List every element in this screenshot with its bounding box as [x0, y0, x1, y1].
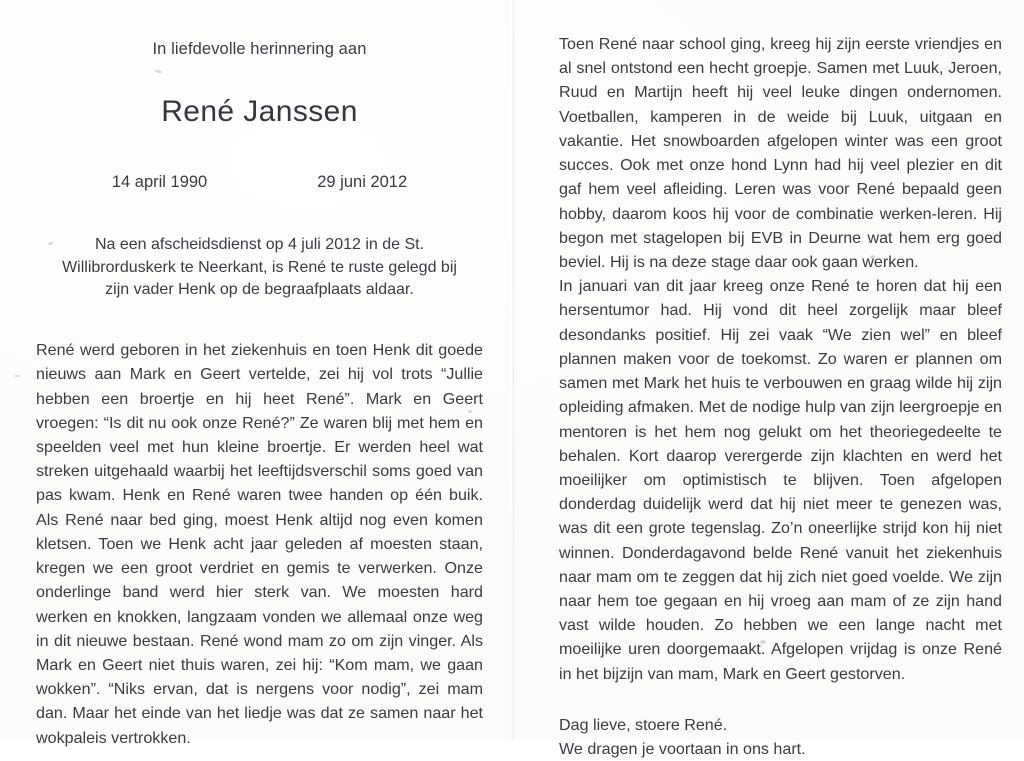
closing-line-remembrance: We dragen je voortaan in ons hart.	[559, 740, 806, 759]
right-page	[513, 0, 1024, 759]
closing-message	[559, 713, 1002, 761]
funeral-service-note: Na een afscheidsdienst op 4 juli 2012 in de St. Willibrorduskerk te Neerkant, is René te ruste gelegd bij zijn vader Henk op de begraafplaats aldaar.	[62, 236, 457, 299]
birth-date: 14 april 1990	[111, 173, 208, 191]
in-memory-heading: In liefdevolle herinnering aan	[152, 40, 367, 58]
life-story-school-and-work: Toen René naar school ging, kreeg hij zijn eerste vriendjes en al snel ontstond een hecht groepje. Samen met Luuk, Jeroen, Ruud en Martijn heeft hij veel leuke dingen ondernomen. Voetballen, kamperen in de weide bij Luuk, uitgaan en vakantie. Het snowboarden afgelopen winter was een groot succes. Ook met onze hond Lynn had hij veel plezier en dit gaf hem veel afleiding. Leren was voor René bepaald geen hobby, daarom koos hij voor de combinatie werken-leren. Hij begon met stagelopen bij EVB in Deurne wat hem erg goed beviel. Hij is na deze stage daar ook gaan werken.	[559, 35, 1002, 271]
left-page	[0, 0, 513, 747]
deceased-name: René Janssen	[161, 95, 358, 128]
life-story-left: René werd geboren in het ziekenhuis en toen Henk dit goede nieuws aan Mark en Geert vertelde, zei hij vol trots “Jullie hebben een broertje en hij heet René”. Mark en Geert vroegen: “Is dit nu ook onze René?” Ze waren blij met hem en speelden veel met hun kleine broertje. Er werden heel wat streken uitgehaald waarbij het leeftijdsverschil soms goed van pas kwam. Henk en René waren twee handen op één buik. Als René naar bed ging, moest Henk altijd nog even komen kletsen. Toen we Henk acht jaar geleden af moesten staan, kregen we een groot verdriet en gemis te verwerken. Onze onderlinge band werd hier sterk van. We moesten hard werken en knokken, langzaam vonden we allemaal onze weg in dit nieuwe bestaan. René wond mam zo om zijn vinger. Als Mark en Geert niet thuis waren, zei hij: “Kom mam, we gaan wokken”. “Niks ervan, dat is nergens voor nodig”, zei mam dan. Maar het einde van het liedje was dat ze samen naar het wokpaleis vertrokken.	[36, 341, 483, 747]
death-date: 29 juni 2012	[317, 173, 408, 191]
life-dates	[36, 173, 483, 192]
life-story-illness-and-passing: In januari van dit jaar kreeg onze René te horen dat hij een hersentumor had. Hij vond dit heel zorgelijk maar bleef desondanks positief. Hij zei vaak “We zien wel” en bleef plannen maken voor de toekomst. Zo waren er plannen om samen met Mark het huis te verbouwen en graag wilde hij zijn opleiding afmaken. Met de nodige hulp van zijn leergroepje en mentoren is het hem nog gelukt om het theoriegedeelte te behalen. Kort daarop verergerde zijn klachten en werd het moeilijker om optimistisch te blijven. Toen afgelopen donderdag duidelijk werd dat hij niet meer te genezen was, was dit een grote tegenslag. Zo’n oneerlijke strijd kon hij niet winnen. Donderdagavond belde René vanuit het ziekenhuis naar mam om te zeggen dat hij zich niet goed voelde. We zijn naar hem toe gegaan en hij vroeg aan mam of ze zijn hand vast wilde houden. Zo hebben we een lange nacht met moeilijke uren doorgemaakt. Afgelopen vrijdag is onze René in het bijzijn van mam, Mark en Geert gestorven.	[559, 277, 1002, 683]
closing-line-farewell: Dag lieve, stoere René.	[559, 715, 728, 734]
